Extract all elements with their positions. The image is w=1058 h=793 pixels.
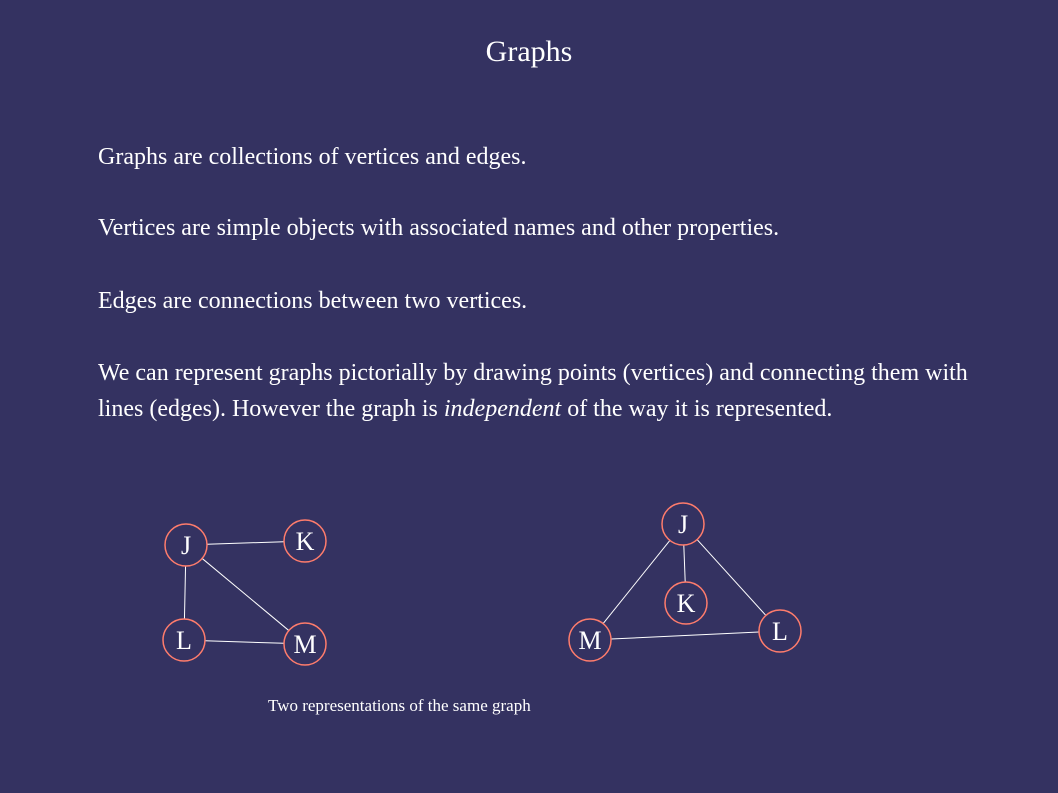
figure-caption: Two representations of the same graph xyxy=(268,696,531,715)
paragraph-representation-start: We can represent graphs pictorially by drawing points (vertices) and connecting them with lines (edges). However the graph is xyxy=(98,360,968,422)
paragraph-vertices-definition: Vertices are simple objects with associated names and other properties. xyxy=(98,215,780,241)
edge-J-L xyxy=(184,566,185,619)
edge-J-M xyxy=(202,558,289,630)
vertex-label-K: K xyxy=(295,527,315,556)
paragraph-representation-emphasis: independent xyxy=(443,396,562,422)
paragraph-edges-definition: Edges are connections between two vertices. xyxy=(98,288,528,314)
edge-J-K xyxy=(207,542,284,545)
edge-L-M xyxy=(611,632,759,639)
edge-J-M xyxy=(603,540,670,623)
paragraph-representation-end: of the way it is represented. xyxy=(561,396,833,422)
vertex-label-M: M xyxy=(578,626,602,655)
edge-L-M xyxy=(205,641,284,644)
paragraph-graphs-definition: Graphs are collections of vertices and edges. xyxy=(98,144,527,170)
page-title: Graphs xyxy=(485,35,573,68)
vertex-label-J: J xyxy=(180,531,192,560)
vertex-label-M: M xyxy=(293,630,317,659)
graph-right xyxy=(569,503,801,661)
vertex-label-L: L xyxy=(176,626,192,655)
graph-left xyxy=(163,520,326,665)
edge-J-K xyxy=(684,545,685,582)
vertex-label-J: J xyxy=(677,510,689,539)
vertex-label-L: L xyxy=(772,617,788,646)
vertex-label-K: K xyxy=(676,589,696,618)
